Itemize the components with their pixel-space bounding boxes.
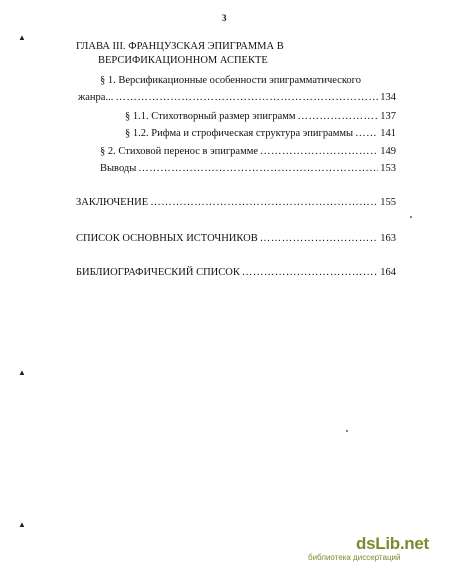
toc-entry-conclusion[interactable] xyxy=(76,196,396,209)
margin-mark: ▲ xyxy=(18,520,26,529)
watermark-tagline: библиотека диссертаций xyxy=(308,553,401,562)
toc-page-number: 153 xyxy=(380,163,396,174)
toc-entry-section-1-2[interactable] xyxy=(125,127,396,140)
toc-entry-label: БИБЛИОГРАФИЧЕСКИЙ СПИСОК xyxy=(76,267,240,278)
toc-page-number: 141 xyxy=(380,128,396,139)
watermark-name: dsLib.net xyxy=(356,534,429,553)
leader-dots xyxy=(242,266,378,279)
toc-page-number: 164 xyxy=(380,267,396,278)
toc-page-number: 155 xyxy=(380,197,396,208)
scan-speck xyxy=(346,430,348,432)
toc-page-number: 137 xyxy=(380,111,396,122)
margin-mark: ▲ xyxy=(18,33,26,42)
toc-entry-label: § 2. Стиховой перенос в эпиграмме xyxy=(100,146,259,157)
toc-entry-label: ЗАКЛЮЧЕНИЕ xyxy=(76,197,149,208)
leader-dots xyxy=(115,91,378,104)
toc-page-number: 149 xyxy=(380,146,396,157)
toc-entry-section-1-1[interactable] xyxy=(125,110,396,123)
margin-mark: ▲ xyxy=(18,368,26,377)
scan-speck xyxy=(410,216,412,218)
chapter-title-line1: ГЛАВА III. ФРАНЦУЗСКАЯ ЭПИГРАММА В xyxy=(76,41,284,52)
leader-dots xyxy=(355,127,378,140)
toc-entry-label: жанра... xyxy=(78,92,114,103)
toc-entry-label: СПИСОК ОСНОВНЫХ ИСТОЧНИКОВ xyxy=(76,233,258,244)
leader-dots xyxy=(150,196,378,209)
toc-page-number: 134 xyxy=(380,92,396,103)
leader-dots xyxy=(138,162,378,175)
toc-entry-label: § 1.1. Стихотворный размер эпиграмм xyxy=(125,111,296,122)
toc-entry-conclusions[interactable] xyxy=(100,162,396,175)
toc-section-1-line1: § 1. Версификационные особенности эпиграмматического xyxy=(100,75,361,86)
toc-entry-section-2[interactable] xyxy=(100,145,396,158)
page-number: 3 xyxy=(222,13,227,23)
toc-entry-label: § 1.2. Рифма и строфическая структура эпиграммы xyxy=(125,128,354,139)
leader-dots xyxy=(298,110,379,123)
chapter-title-line2: ВЕРСИФИКАЦИОННОМ АСПЕКТЕ xyxy=(98,55,268,66)
toc-entry-sources[interactable] xyxy=(76,232,396,245)
toc-page-number: 163 xyxy=(380,233,396,244)
watermark-logo[interactable] xyxy=(308,534,442,563)
leader-dots xyxy=(260,232,379,245)
toc-entry-bibliography[interactable] xyxy=(76,266,396,279)
toc-entry-section-1[interactable] xyxy=(78,91,396,104)
leader-dots xyxy=(260,145,378,158)
toc-entry-label: Выводы xyxy=(100,163,137,174)
